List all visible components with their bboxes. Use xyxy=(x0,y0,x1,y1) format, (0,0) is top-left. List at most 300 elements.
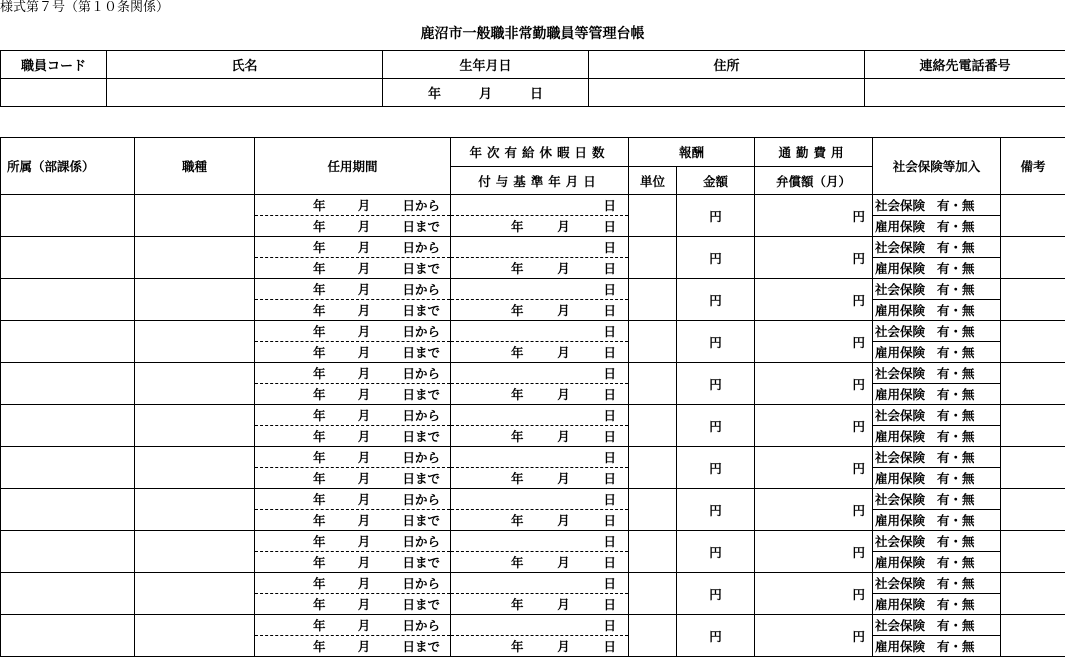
social-insurance-field[interactable] xyxy=(873,195,1001,216)
term-start-day-label: 日から xyxy=(402,450,440,465)
remarks-field[interactable] xyxy=(1001,363,1065,405)
remarks-field[interactable] xyxy=(1001,279,1065,321)
affiliation-field[interactable] xyxy=(1,363,135,405)
affiliation-field[interactable] xyxy=(1,279,135,321)
base-day-label: 日 xyxy=(603,345,616,360)
term-end-year-label: 年 xyxy=(313,513,326,528)
job-type-field[interactable] xyxy=(135,489,255,531)
term-start-field[interactable] xyxy=(255,237,451,258)
base-year-label: 年 xyxy=(511,345,524,360)
employment-insurance-yes-no[interactable]: 有・無 xyxy=(937,555,975,570)
affiliation-field[interactable] xyxy=(1,195,135,237)
social-insurance-field[interactable] xyxy=(873,405,1001,426)
leave-days-day-label: 日 xyxy=(603,366,616,381)
employment-insurance-field[interactable] xyxy=(873,636,1001,657)
leave-days-field[interactable] xyxy=(451,489,629,510)
social-insurance-label: 社会保険 xyxy=(875,450,926,465)
leave-base-date-field[interactable] xyxy=(451,342,629,363)
job-type-field[interactable] xyxy=(135,363,255,405)
employment-insurance-label: 雇用保険 xyxy=(875,513,926,528)
base-year-label: 年 xyxy=(511,639,524,654)
ledger-row-start xyxy=(1,321,1065,342)
ledger-row-start xyxy=(1,237,1065,258)
term-start-field[interactable] xyxy=(255,279,451,300)
pay-unit-field[interactable] xyxy=(629,489,677,531)
term-end-year-label: 年 xyxy=(313,303,326,318)
term-end-field[interactable] xyxy=(255,342,451,363)
remarks-field[interactable] xyxy=(1001,573,1065,615)
base-year-label: 年 xyxy=(511,219,524,234)
address-field[interactable] xyxy=(589,79,865,107)
leave-base-date-field[interactable] xyxy=(451,300,629,321)
employment-insurance-yes-no[interactable]: 有・無 xyxy=(937,387,975,402)
term-start-month-label: 月 xyxy=(357,198,371,213)
leave-days-field[interactable] xyxy=(451,531,629,552)
header-job-type: 職種 xyxy=(135,138,255,195)
social-insurance-yes-no[interactable]: 有・無 xyxy=(937,408,975,423)
employment-insurance-field[interactable] xyxy=(873,384,1001,405)
term-start-month-label: 月 xyxy=(357,576,371,591)
header-pay-unit: 単位 xyxy=(629,167,677,195)
pay-amount-field[interactable] xyxy=(677,573,755,615)
term-start-field[interactable] xyxy=(255,405,451,426)
pay-yen-label: 円 xyxy=(709,460,722,476)
remarks-field[interactable] xyxy=(1001,195,1065,237)
base-year-label: 年 xyxy=(511,597,524,612)
term-end-day-label: 日まで xyxy=(402,429,440,444)
social-insurance-label: 社会保険 xyxy=(875,534,926,549)
remarks-field[interactable] xyxy=(1001,405,1065,447)
header-commute-sub: 弁償額（月） xyxy=(755,167,873,195)
base-month-label: 月 xyxy=(557,471,570,486)
term-end-year-label: 年 xyxy=(313,597,326,612)
leave-days-field[interactable] xyxy=(451,405,629,426)
affiliation-field[interactable] xyxy=(1,531,135,573)
form-caption: 様式第７号（第１０条関係） xyxy=(0,0,170,15)
social-insurance-label: 社会保険 xyxy=(875,282,926,297)
leave-base-date-field[interactable] xyxy=(451,510,629,531)
social-insurance-field[interactable] xyxy=(873,237,1001,258)
leave-days-field[interactable] xyxy=(451,573,629,594)
term-start-year-label: 年 xyxy=(313,282,326,297)
social-insurance-field[interactable] xyxy=(873,573,1001,594)
leave-days-day-label: 日 xyxy=(603,282,616,297)
pay-amount-field[interactable] xyxy=(677,489,755,531)
base-month-label: 月 xyxy=(557,387,570,402)
ledger-row-start xyxy=(1,615,1065,636)
term-end-field[interactable] xyxy=(255,594,451,615)
social-insurance-label: 社会保険 xyxy=(875,366,926,381)
employment-insurance-yes-no[interactable]: 有・無 xyxy=(937,219,975,234)
term-end-month-label: 月 xyxy=(357,219,371,234)
term-end-field[interactable] xyxy=(255,468,451,489)
pay-unit-field[interactable] xyxy=(629,615,677,657)
leave-days-field[interactable] xyxy=(451,237,629,258)
term-end-field[interactable] xyxy=(255,300,451,321)
term-end-month-label: 月 xyxy=(357,261,371,276)
leave-days-day-label: 日 xyxy=(603,408,616,423)
employment-insurance-label: 雇用保険 xyxy=(875,471,926,486)
commute-amount-field[interactable] xyxy=(755,489,873,531)
social-insurance-yes-no[interactable]: 有・無 xyxy=(937,240,975,255)
job-type-field[interactable] xyxy=(135,405,255,447)
employment-insurance-label: 雇用保険 xyxy=(875,303,926,318)
commute-amount-field[interactable] xyxy=(755,615,873,657)
term-start-day-label: 日から xyxy=(402,240,440,255)
term-end-year-label: 年 xyxy=(313,555,326,570)
term-start-day-label: 日から xyxy=(402,408,440,423)
social-insurance-yes-no[interactable]: 有・無 xyxy=(937,366,975,381)
commute-amount-field[interactable] xyxy=(755,279,873,321)
social-insurance-field[interactable] xyxy=(873,447,1001,468)
pay-unit-field[interactable] xyxy=(629,531,677,573)
leave-days-day-label: 日 xyxy=(603,198,616,213)
employment-insurance-yes-no[interactable]: 有・無 xyxy=(937,345,975,360)
term-end-year-label: 年 xyxy=(313,429,326,444)
pay-yen-label: 円 xyxy=(709,628,722,644)
pay-amount-field[interactable] xyxy=(677,405,755,447)
social-insurance-field[interactable] xyxy=(873,489,1001,510)
employment-insurance-yes-no[interactable]: 有・無 xyxy=(937,597,975,612)
social-insurance-yes-no[interactable]: 有・無 xyxy=(937,534,975,549)
base-year-label: 年 xyxy=(511,513,524,528)
employment-insurance-field[interactable] xyxy=(873,426,1001,447)
social-insurance-field[interactable] xyxy=(873,321,1001,342)
job-type-field[interactable] xyxy=(135,279,255,321)
term-end-year-label: 年 xyxy=(313,471,326,486)
social-insurance-field[interactable] xyxy=(873,363,1001,384)
commute-amount-field[interactable] xyxy=(755,363,873,405)
leave-base-date-field[interactable] xyxy=(451,468,629,489)
base-day-label: 日 xyxy=(603,555,616,570)
commute-yen-label: 円 xyxy=(852,418,866,434)
term-end-month-label: 月 xyxy=(357,429,371,444)
term-end-field[interactable] xyxy=(255,216,451,237)
name-field[interactable] xyxy=(107,79,383,107)
term-end-year-label: 年 xyxy=(313,639,326,654)
commute-amount-field[interactable] xyxy=(755,447,873,489)
pay-unit-field[interactable] xyxy=(629,405,677,447)
ledger-row-start xyxy=(1,195,1065,216)
base-month-label: 月 xyxy=(557,345,570,360)
employment-insurance-label: 雇用保険 xyxy=(875,261,926,276)
pay-yen-label: 円 xyxy=(709,544,722,560)
pay-yen-label: 円 xyxy=(709,586,722,602)
social-insurance-yes-no[interactable]: 有・無 xyxy=(937,576,975,591)
pay-yen-label: 円 xyxy=(709,208,722,224)
leave-days-day-label: 日 xyxy=(603,576,616,591)
job-type-field[interactable] xyxy=(135,531,255,573)
base-year-label: 年 xyxy=(511,261,524,276)
term-start-year-label: 年 xyxy=(313,534,326,549)
commute-amount-field[interactable] xyxy=(755,237,873,279)
base-month-label: 月 xyxy=(557,303,570,318)
commute-yen-label: 円 xyxy=(852,544,866,560)
job-type-field[interactable] xyxy=(135,615,255,657)
management-ledger-table xyxy=(0,137,1065,657)
employment-insurance-label: 雇用保険 xyxy=(875,219,926,234)
header-birthdate: 生年月日 xyxy=(383,51,589,79)
pay-unit-field[interactable] xyxy=(629,363,677,405)
term-start-year-label: 年 xyxy=(313,198,326,213)
base-month-label: 月 xyxy=(557,555,570,570)
term-start-month-label: 月 xyxy=(357,408,371,423)
job-type-field[interactable] xyxy=(135,321,255,363)
job-type-field[interactable] xyxy=(135,195,255,237)
ledger-row-start xyxy=(1,363,1065,384)
leave-base-date-field[interactable] xyxy=(451,216,629,237)
pay-amount-field[interactable] xyxy=(677,321,755,363)
commute-yen-label: 円 xyxy=(852,208,866,224)
header-pay: 報酬 xyxy=(629,138,755,167)
affiliation-field[interactable] xyxy=(1,489,135,531)
leave-days-day-label: 日 xyxy=(603,450,616,465)
base-year-label: 年 xyxy=(511,429,524,444)
employment-insurance-field[interactable] xyxy=(873,258,1001,279)
social-insurance-yes-no[interactable]: 有・無 xyxy=(937,198,975,213)
employment-insurance-field[interactable] xyxy=(873,216,1001,237)
leave-days-day-label: 日 xyxy=(603,492,616,507)
social-insurance-yes-no[interactable]: 有・無 xyxy=(937,282,975,297)
term-end-day-label: 日まで xyxy=(402,387,440,402)
affiliation-field[interactable] xyxy=(1,573,135,615)
ledger-row-start xyxy=(1,489,1065,510)
term-start-day-label: 日から xyxy=(402,324,440,339)
pay-amount-field[interactable] xyxy=(677,615,755,657)
pay-amount-field[interactable] xyxy=(677,279,755,321)
term-start-field[interactable] xyxy=(255,447,451,468)
term-end-year-label: 年 xyxy=(313,261,326,276)
base-day-label: 日 xyxy=(603,513,616,528)
base-day-label: 日 xyxy=(603,471,616,486)
term-start-field[interactable] xyxy=(255,489,451,510)
term-end-day-label: 日まで xyxy=(402,555,440,570)
pay-unit-field[interactable] xyxy=(629,195,677,237)
base-month-label: 月 xyxy=(557,513,570,528)
base-year-label: 年 xyxy=(511,303,524,318)
remarks-field[interactable] xyxy=(1001,615,1065,657)
employment-insurance-label: 雇用保険 xyxy=(875,639,926,654)
commute-yen-label: 円 xyxy=(852,250,866,266)
leave-days-day-label: 日 xyxy=(603,240,616,255)
header-commute: 通勤費用 xyxy=(755,138,873,167)
birth-day-label: 日 xyxy=(530,87,544,102)
base-year-label: 年 xyxy=(511,387,524,402)
term-start-day-label: 日から xyxy=(402,492,440,507)
leave-base-date-field[interactable] xyxy=(451,636,629,657)
term-start-year-label: 年 xyxy=(313,324,326,339)
pay-amount-field[interactable] xyxy=(677,531,755,573)
base-month-label: 月 xyxy=(557,219,570,234)
employment-insurance-field[interactable] xyxy=(873,468,1001,489)
leave-days-day-label: 日 xyxy=(603,324,616,339)
employment-insurance-field[interactable] xyxy=(873,510,1001,531)
term-end-field[interactable] xyxy=(255,636,451,657)
employment-insurance-label: 雇用保険 xyxy=(875,555,926,570)
base-day-label: 日 xyxy=(603,597,616,612)
term-start-day-label: 日から xyxy=(402,576,440,591)
ledger-row-start xyxy=(1,405,1065,426)
affiliation-field[interactable] xyxy=(1,615,135,657)
employment-insurance-yes-no[interactable]: 有・無 xyxy=(937,513,975,528)
term-start-field[interactable] xyxy=(255,531,451,552)
commute-amount-field[interactable] xyxy=(755,573,873,615)
leave-days-field[interactable] xyxy=(451,321,629,342)
pay-amount-field[interactable] xyxy=(677,363,755,405)
term-end-year-label: 年 xyxy=(313,387,326,402)
employee-code-field[interactable] xyxy=(1,79,107,107)
leave-base-date-field[interactable] xyxy=(451,594,629,615)
leave-days-field[interactable] xyxy=(451,195,629,216)
remarks-field[interactable] xyxy=(1001,237,1065,279)
base-day-label: 日 xyxy=(603,387,616,402)
term-start-field[interactable] xyxy=(255,363,451,384)
employment-insurance-field[interactable] xyxy=(873,342,1001,363)
social-insurance-yes-no[interactable]: 有・無 xyxy=(937,492,975,507)
base-year-label: 年 xyxy=(511,555,524,570)
leave-base-date-field[interactable] xyxy=(451,552,629,573)
term-start-day-label: 日から xyxy=(402,534,440,549)
social-insurance-yes-no[interactable]: 有・無 xyxy=(937,618,975,633)
base-month-label: 月 xyxy=(557,429,570,444)
leave-base-date-field[interactable] xyxy=(451,426,629,447)
header-insurance: 社会保険等加入 xyxy=(873,138,1001,195)
term-end-day-label: 日まで xyxy=(402,639,440,654)
social-insurance-label: 社会保険 xyxy=(875,408,926,423)
phone-field[interactable] xyxy=(865,79,1065,107)
pay-unit-field[interactable] xyxy=(629,279,677,321)
social-insurance-field[interactable] xyxy=(873,615,1001,636)
term-end-day-label: 日まで xyxy=(402,513,440,528)
birthdate-field[interactable] xyxy=(383,79,589,107)
leave-base-date-field[interactable] xyxy=(451,258,629,279)
term-end-day-label: 日まで xyxy=(402,345,440,360)
employment-insurance-yes-no[interactable]: 有・無 xyxy=(937,639,975,654)
term-end-month-label: 月 xyxy=(357,303,371,318)
affiliation-field[interactable] xyxy=(1,447,135,489)
employment-insurance-label: 雇用保険 xyxy=(875,429,926,444)
social-insurance-yes-no[interactable]: 有・無 xyxy=(937,450,975,465)
term-end-field[interactable] xyxy=(255,384,451,405)
commute-amount-field[interactable] xyxy=(755,321,873,363)
job-type-field[interactable] xyxy=(135,237,255,279)
term-start-year-label: 年 xyxy=(313,618,326,633)
term-start-day-label: 日から xyxy=(402,198,440,213)
pay-amount-field[interactable] xyxy=(677,195,755,237)
commute-amount-field[interactable] xyxy=(755,405,873,447)
header-leave-days: 年次有給休暇日数 xyxy=(451,138,629,167)
term-end-day-label: 日まで xyxy=(402,261,440,276)
pay-yen-label: 円 xyxy=(709,292,722,308)
employment-insurance-field[interactable] xyxy=(873,552,1001,573)
pay-yen-label: 円 xyxy=(709,502,722,518)
pay-amount-field[interactable] xyxy=(677,447,755,489)
employment-insurance-field[interactable] xyxy=(873,300,1001,321)
header-term: 任用期間 xyxy=(255,138,451,195)
commute-yen-label: 円 xyxy=(852,334,866,350)
term-start-month-label: 月 xyxy=(357,534,371,549)
header-pay-amount: 金額 xyxy=(677,167,755,195)
term-start-year-label: 年 xyxy=(313,492,326,507)
term-end-month-label: 月 xyxy=(357,513,371,528)
term-end-field[interactable] xyxy=(255,426,451,447)
leave-days-field[interactable] xyxy=(451,363,629,384)
term-start-year-label: 年 xyxy=(313,450,326,465)
affiliation-field[interactable] xyxy=(1,405,135,447)
employment-insurance-label: 雇用保険 xyxy=(875,345,926,360)
base-month-label: 月 xyxy=(557,261,570,276)
leave-days-field[interactable] xyxy=(451,615,629,636)
social-insurance-label: 社会保険 xyxy=(875,576,926,591)
header-leave-base-date: 付与基準年月日 xyxy=(451,167,629,195)
pay-amount-field[interactable] xyxy=(677,237,755,279)
term-start-field[interactable] xyxy=(255,195,451,216)
header-employee-code: 職員コード xyxy=(1,51,107,79)
pay-unit-field[interactable] xyxy=(629,573,677,615)
term-start-year-label: 年 xyxy=(313,240,326,255)
term-end-field[interactable] xyxy=(255,510,451,531)
leave-days-field[interactable] xyxy=(451,447,629,468)
employment-insurance-yes-no[interactable]: 有・無 xyxy=(937,429,975,444)
remarks-field[interactable] xyxy=(1001,321,1065,363)
term-end-year-label: 年 xyxy=(313,345,326,360)
affiliation-field[interactable] xyxy=(1,321,135,363)
pay-unit-field[interactable] xyxy=(629,321,677,363)
employment-insurance-field[interactable] xyxy=(873,594,1001,615)
birth-year-label: 年 xyxy=(427,87,441,102)
commute-yen-label: 円 xyxy=(852,502,866,518)
ledger-row-start xyxy=(1,531,1065,552)
social-insurance-field[interactable] xyxy=(873,279,1001,300)
employment-insurance-yes-no[interactable]: 有・無 xyxy=(937,261,975,276)
header-phone: 連絡先電話番号 xyxy=(865,51,1065,79)
term-end-field[interactable] xyxy=(255,258,451,279)
base-month-label: 月 xyxy=(557,597,570,612)
term-start-field[interactable] xyxy=(255,573,451,594)
term-end-field[interactable] xyxy=(255,552,451,573)
leave-days-field[interactable] xyxy=(451,279,629,300)
affiliation-field[interactable] xyxy=(1,237,135,279)
leave-base-date-field[interactable] xyxy=(451,384,629,405)
social-insurance-label: 社会保険 xyxy=(875,618,926,633)
employment-insurance-yes-no[interactable]: 有・無 xyxy=(937,303,975,318)
term-start-field[interactable] xyxy=(255,321,451,342)
pay-unit-field[interactable] xyxy=(629,447,677,489)
remarks-field[interactable] xyxy=(1001,489,1065,531)
term-end-month-label: 月 xyxy=(357,639,371,654)
term-start-year-label: 年 xyxy=(313,576,326,591)
employment-insurance-yes-no[interactable]: 有・無 xyxy=(937,471,975,486)
commute-amount-field[interactable] xyxy=(755,531,873,573)
term-start-field[interactable] xyxy=(255,615,451,636)
term-start-month-label: 月 xyxy=(357,324,371,339)
document-title: 鹿沼市一般職非常勤職員等管理台帳 xyxy=(420,26,645,42)
commute-amount-field[interactable] xyxy=(755,195,873,237)
term-start-day-label: 日から xyxy=(402,282,440,297)
remarks-field[interactable] xyxy=(1001,531,1065,573)
term-end-month-label: 月 xyxy=(357,555,371,570)
base-day-label: 日 xyxy=(603,219,616,234)
leave-days-day-label: 日 xyxy=(603,618,616,633)
remarks-field[interactable] xyxy=(1001,447,1065,489)
job-type-field[interactable] xyxy=(135,447,255,489)
social-insurance-yes-no[interactable]: 有・無 xyxy=(937,324,975,339)
social-insurance-field[interactable] xyxy=(873,531,1001,552)
pay-unit-field[interactable] xyxy=(629,237,677,279)
term-end-month-label: 月 xyxy=(357,471,371,486)
job-type-field[interactable] xyxy=(135,573,255,615)
commute-yen-label: 円 xyxy=(852,628,866,644)
